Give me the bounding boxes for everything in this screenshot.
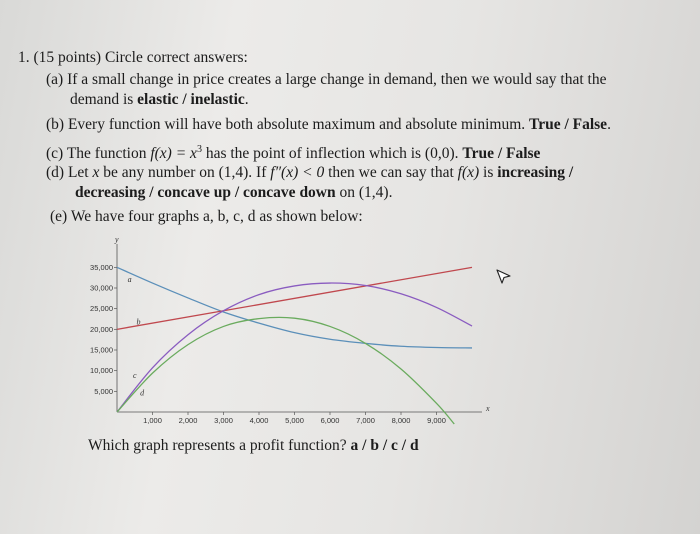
question-header <box>18 48 248 67</box>
x-tick-label: 6,000 <box>320 416 340 425</box>
mouse-pointer-icon <box>495 268 513 286</box>
series-label-a: a <box>127 274 132 284</box>
series-label-c: c <box>132 371 137 381</box>
y-tick-label: 10,000 <box>90 366 113 376</box>
x-tick-label: 7,000 <box>356 416 375 425</box>
part-c-line <box>46 140 540 163</box>
y-tick-label: 15,000 <box>90 345 113 355</box>
part-c-exponent: 3 <box>196 144 202 155</box>
series-label-d: d <box>140 388 145 398</box>
part-a-label: (a) <box>46 71 64 88</box>
x-tick-label: 8,000 <box>391 416 411 425</box>
x-axis-label: x <box>486 404 490 413</box>
part-b-options[interactable]: True / False <box>529 116 608 133</box>
x-tick-label: 1,000 <box>143 416 162 425</box>
part-a-line1 <box>46 70 607 89</box>
part-d-option-increasing[interactable]: increasing / <box>497 164 574 181</box>
part-e-line <box>50 207 363 226</box>
part-e-text: We have four graphs a, b, c, d as shown below: <box>70 208 363 225</box>
part-d-line1: (d) Let x be any number on (1,4). If f″(x) < 0 then we can say that f(x) is increasing / <box>46 164 574 181</box>
series-line-b <box>117 267 472 329</box>
part-d-var: x <box>92 164 100 181</box>
y-tick-label: 20,000 <box>90 324 113 334</box>
part-d-label: (d) <box>46 164 65 181</box>
part-a-text: If a small change in price creates a large change in demand, then we would say that the <box>67 71 607 88</box>
y-tick-label: 25,000 <box>90 304 113 314</box>
part-a-text2: demand is <box>70 91 134 108</box>
part-c-text-pre: The function <box>66 145 147 163</box>
x-tick-label: 5,000 <box>285 416 304 425</box>
chart-ticks <box>90 263 446 425</box>
chart-series <box>117 267 472 424</box>
part-b-label: (b) <box>46 116 65 133</box>
series-label-b: b <box>136 317 141 327</box>
y-tick-label: 35,000 <box>90 262 113 272</box>
chart-axes <box>114 235 490 413</box>
part-e-label: (e) <box>50 208 68 225</box>
part-a-line2: demand is elastic / inelastic. <box>70 91 249 108</box>
question-number: 1. <box>18 49 30 66</box>
part-b-text: Every function will have both absolute maximum and absolute minimum. <box>67 116 526 133</box>
question-title: (15 points) Circle correct answers: <box>33 49 248 66</box>
profit-question-options[interactable]: a / b / c / d <box>350 437 419 454</box>
part-c-label: (c) <box>46 145 64 163</box>
four-graphs-chart <box>60 232 490 437</box>
series-line-d <box>117 317 454 424</box>
profit-question <box>88 436 419 455</box>
part-c-text-post: has the point of inflection which is (0,0). <box>205 145 459 163</box>
part-c-options[interactable]: True / False <box>462 145 541 163</box>
y-axis-label: y <box>115 235 119 244</box>
y-tick-label: 30,000 <box>90 283 113 293</box>
profit-question-text: Which graph represents a profit function? <box>88 437 347 454</box>
x-tick-label: 4,000 <box>249 416 269 425</box>
x-tick-label: 3,000 <box>214 416 233 425</box>
y-tick-label: 5,000 <box>94 386 113 396</box>
part-a-options[interactable]: elastic / inelastic <box>137 91 245 108</box>
part-d-fx: f(x) <box>457 164 480 181</box>
x-tick-label: 2,000 <box>178 416 198 425</box>
series-line-a <box>117 267 472 348</box>
part-d-options[interactable]: decreasing / concave up / concave down <box>75 184 336 201</box>
part-d-second-derivative: f″(x) < 0 <box>270 164 325 181</box>
part-d-line2: decreasing / concave up / concave down on (1,4). <box>75 184 393 201</box>
part-b-line: (b) Every function will have both absolute maximum and absolute minimum. True / False. <box>46 116 611 133</box>
part-c-function: f(x) = x <box>150 145 197 163</box>
x-tick-label: 9,000 <box>427 416 446 425</box>
